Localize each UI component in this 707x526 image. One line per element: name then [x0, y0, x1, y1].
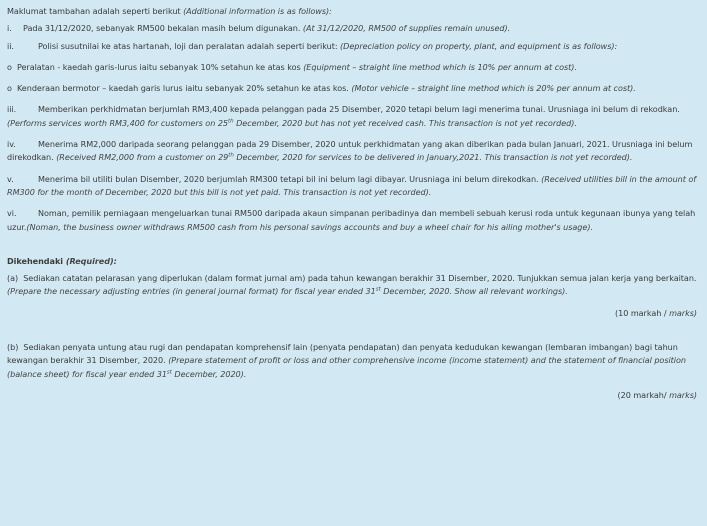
item-text-en: (Received utilities bill in the amount of RM300 for the month of December, 2020 but this bill is not yet paid. This transaction is not yet recorded). — [7, 173, 697, 197]
info-item-v — [7, 173, 697, 200]
required-heading — [7, 255, 697, 268]
question-a — [7, 272, 697, 299]
info-item-iii — [7, 103, 697, 130]
question-b-marks — [7, 389, 697, 402]
item-text-ms: Kenderaan bermotor – kaedah garis lurus iaitu sebanyak 20% setahun ke atas kos. — [16, 83, 349, 94]
item-number: iv. — [7, 139, 16, 150]
info-item-iv — [7, 138, 697, 165]
question-b — [7, 341, 697, 381]
intro-ms: Maklumat tambahan adalah seperti berikut — [7, 6, 181, 16]
item-number: v. — [7, 173, 14, 184]
item-text-ms: Pada 31/12/2020, sebanyak RM500 bekalan masih belum digunakan. — [23, 23, 301, 34]
item-text-ms: Menerima bil utiliti bulan Disember, 2020 berjumlah RM300 tetapi bil ini belum lagi dibayar. Urusniaga ini belum direkodkan. — [38, 173, 539, 184]
question-text-ms: Sediakan penyata untung atau rugi dan pendapatan komprehensif lain (penyata pendapatan) dan penyata kedudukan kewangan (lembaran imbangan) bagi tahun kewangan berakhir 31 Disember, 2020. — [7, 342, 678, 366]
question-text-en: (Prepare statement of profit or loss and other comprehensive income (income statement) and the statement of financial position (balance sheet) for fiscal year ended 31st December, 2020). — [7, 355, 686, 379]
marks-en: marks) — [669, 307, 697, 318]
marks-ms: (20 markah/ — [617, 389, 667, 400]
item-number: iii. — [7, 104, 17, 115]
item-text-ms: Polisi susutnilai ke atas hartanah, loji dan peralatan adalah seperti berikut: — [38, 40, 338, 51]
question-label: (a) — [7, 273, 19, 284]
question-a-marks — [7, 307, 697, 320]
intro-en: (Additional information is as follows): — [183, 6, 332, 16]
item-text-ms: Peralatan - kaedah garis-lurus iaitu sebanyak 10% setahun ke atas kos — [16, 61, 301, 72]
bullet-marker: o — [7, 83, 12, 94]
intro-text — [7, 5, 697, 18]
item-text-ms: Memberikan perkhidmatan berjumlah RM3,400 kepada pelanggan pada 25 Disember, 2020 tetapi belum lagi menerima tunai. Urusniaga ini belum di rekodkan. — [38, 104, 680, 115]
info-bullet-motor-vehicle — [7, 82, 697, 95]
item-text-en: (Depreciation policy on property, plant, and equipment is as follows): — [340, 40, 618, 51]
item-number: vi. — [7, 208, 17, 219]
item-text-ms: Noman, pemilik perniagaan mengeluarkan tunai RM500 daripada akaun simpanan peribadinya dan membeli sebuah kerusi roda untuk kegunaan ibunya yang telah uzur. — [7, 208, 696, 232]
marks-en: marks) — [669, 389, 697, 400]
bullet-marker: o — [7, 61, 12, 72]
question-text-en: (Prepare the necessary adjusting entries (in general journal format) for fiscal year ended 31st December, 2020. Show all relevant workings). — [7, 286, 568, 297]
info-bullet-equipment — [7, 61, 697, 74]
item-text-en: (Motor vehicle – straight line method which is 20% per annum at cost). — [351, 83, 636, 94]
item-text-en: (Noman, the business owner withdraws RM500 cash from his personal savings accounts and buy a wheel chair for his ailing mother's usage). — [26, 221, 593, 232]
item-number: ii. — [7, 40, 14, 51]
question-text-ms: Sediakan catatan pelarasan yang diperlukan (dalam format jurnal am) pada tahun kewangan berakhir 31 Disember, 2020. Tunjukkan semua jalan kerja yang berkaitan. — [23, 273, 697, 284]
info-item-ii — [7, 40, 697, 53]
question-label: (b) — [7, 342, 19, 353]
item-text-en: (Received RM2,000 from a customer on 29th December, 2020 for services to be delivered in January,2021. This transaction is not yet recorded). — [56, 152, 633, 163]
item-text-en: (Equipment – straight line method which is 10% per annum at cost). — [303, 61, 577, 72]
item-number: i. — [7, 23, 12, 34]
marks-ms: (10 markah / — [614, 307, 667, 318]
item-text-en: (At 31/12/2020, RM500 of supplies remain unused). — [302, 23, 511, 34]
info-item-vi — [7, 207, 697, 234]
item-text-en: (Performs services worth RM3,400 for customers on 25th December, 2020 but has not yet received cash. This transaction is not yet recorded). — [7, 117, 577, 128]
info-item-i — [7, 22, 697, 35]
required-ms: Dikehendaki — [7, 255, 64, 266]
required-en: (Required): — [65, 255, 117, 266]
item-text-ms: Menerima RM2,000 daripada seorang pelanggan pada 29 Disember, 2020 untuk perkhidmatan yang akan diberikan pada bulan Januari, 2021. Urusniaga ini belum direkodkan. — [7, 139, 693, 163]
